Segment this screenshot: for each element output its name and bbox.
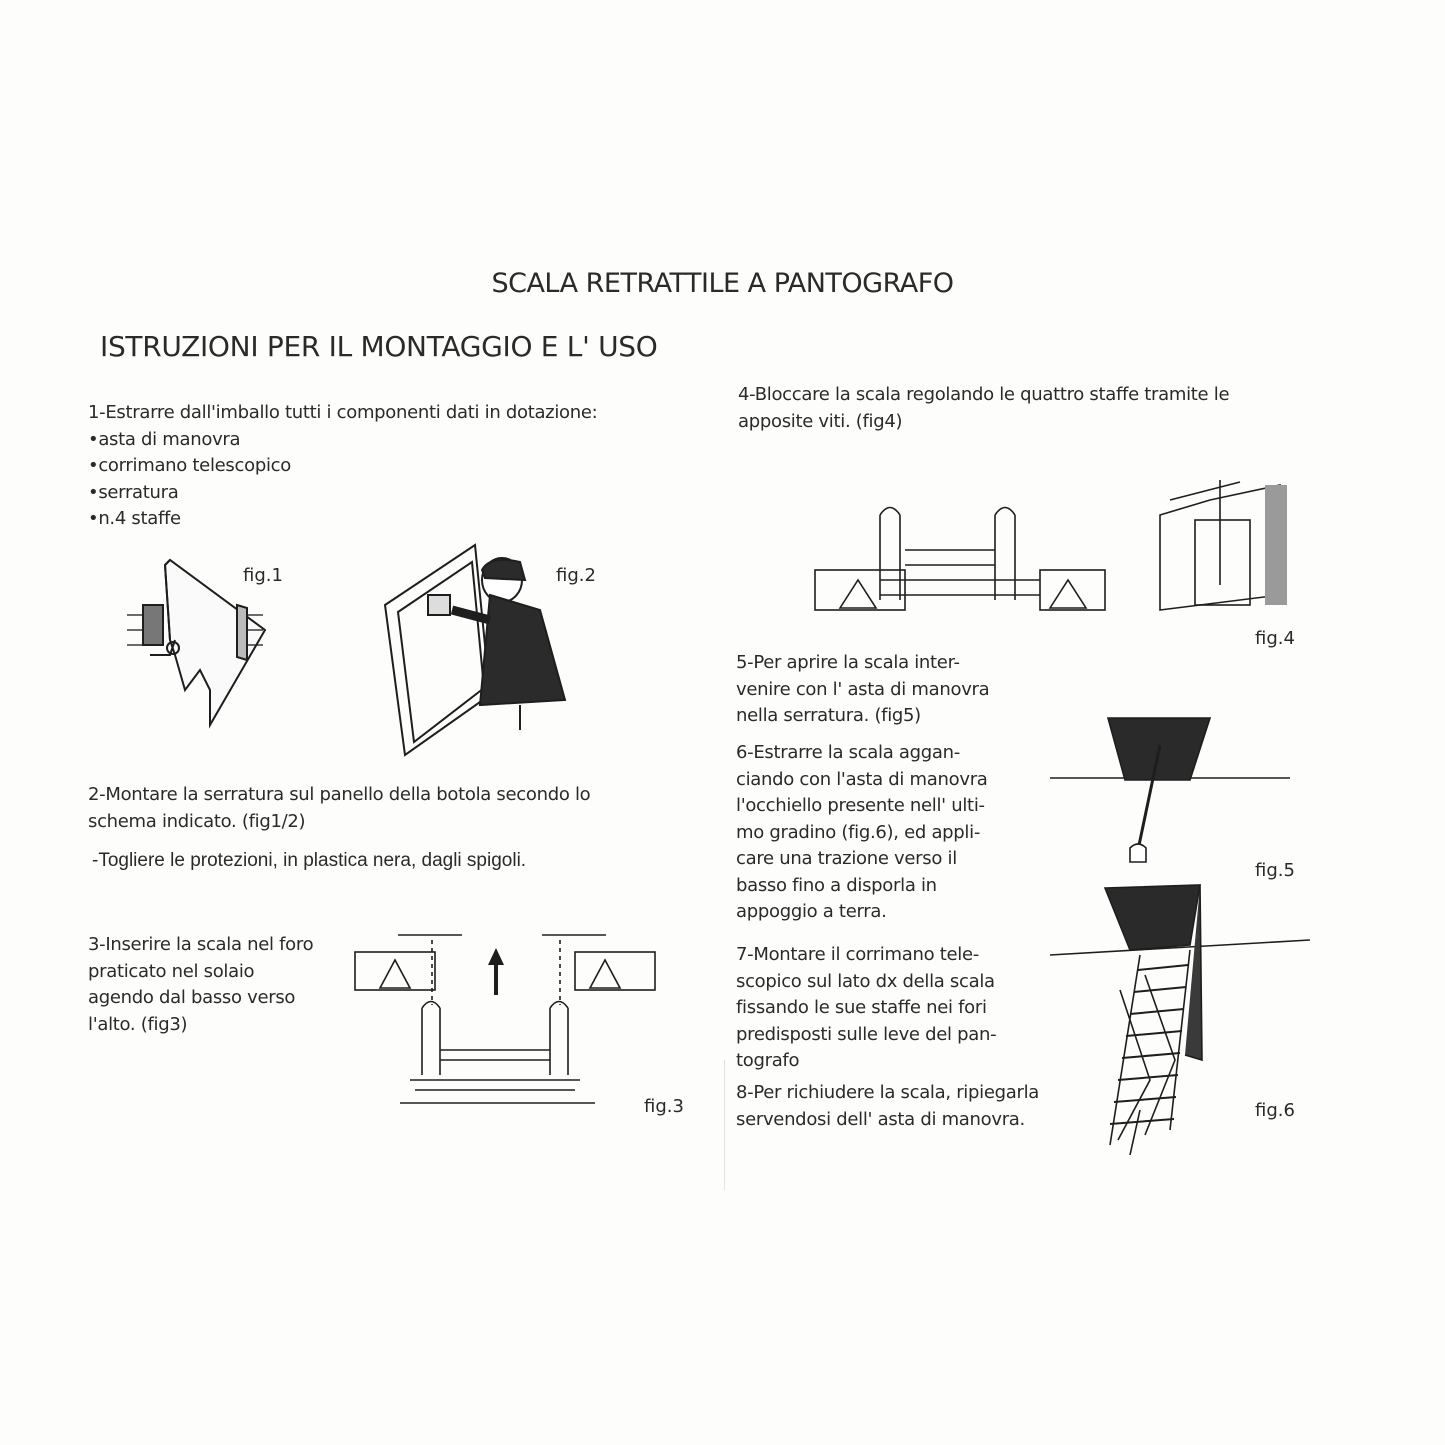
- fig2-worker-illustration: [380, 540, 570, 760]
- step7-line: scopico sul lato dx della scala: [736, 970, 995, 992]
- step5-block: [736, 650, 989, 730]
- step5-line: venire con l' asta di manovra: [736, 678, 990, 700]
- step1-item: •corrimano telescopico: [88, 455, 291, 476]
- step4-block: [738, 382, 1229, 435]
- step1-item: •n.4 staffe: [88, 508, 181, 529]
- step2-line: schema indicato. (fig1/2): [88, 810, 306, 832]
- step8-line: 8-Per richiudere la scala, ripiegarla: [736, 1082, 1039, 1103]
- fig5-opening-illustration: [1050, 710, 1300, 870]
- step6-line: 6-Estrarre la scala aggan-: [736, 742, 960, 763]
- step3-line: praticato nel solaio: [88, 960, 255, 982]
- step7-block: [736, 942, 996, 1075]
- step4-line: 4-Bloccare la scala regolando le quattro staffe tramite le: [738, 384, 1230, 405]
- step6-line: care una trazione verso il: [736, 848, 957, 869]
- fig4-brackets-illustration: [810, 470, 1290, 620]
- step1-intro: 1-Estrarre dall'imballo tutti i componenti dati in dotazione:: [88, 402, 598, 423]
- fig1-lock-illustration: [115, 560, 285, 735]
- step1-block: [88, 400, 597, 533]
- step8-line: servendosi dell' asta di manovra.: [736, 1108, 1025, 1130]
- product-title: SCALA RETRATTILE A PANTOGRAFO: [491, 268, 954, 299]
- fig4-label: fig.4: [1255, 628, 1295, 649]
- step2-note: -Togliere le protezioni, in plastica nera, dagli spigoli.: [92, 850, 527, 871]
- step5-line: 5-Per aprire la scala inter-: [736, 652, 960, 673]
- step5-line: nella serratura. (fig5): [736, 705, 921, 726]
- step7-line: 7-Montare il corrimano tele-: [736, 944, 979, 965]
- step3-line: l'alto. (fig3): [88, 1013, 188, 1035]
- step2-block: [88, 782, 590, 835]
- step2-line: 2-Montare la serratura sul panello della botola secondo lo: [88, 784, 591, 805]
- step8-block: [736, 1080, 1039, 1133]
- fig3-label: fig.3: [644, 1096, 684, 1117]
- step6-line: l'occhiello presente nell' ulti-: [736, 795, 985, 816]
- fig2-label: fig.2: [556, 565, 596, 586]
- step4-line: apposite viti. (fig4): [738, 410, 903, 432]
- fig6-label: fig.6: [1255, 1100, 1295, 1121]
- step3-block: [88, 932, 313, 1038]
- step6-line: ciando con l'asta di manovra: [736, 768, 988, 790]
- step7-line: tografo: [736, 1050, 800, 1071]
- step1-item: •asta di manovra: [88, 428, 241, 450]
- step3-line: 3-Inserire la scala nel foro: [88, 934, 314, 955]
- step6-line: appoggio a terra.: [736, 901, 887, 922]
- step3-line: agendo dal basso verso: [88, 987, 296, 1008]
- step6-block: [736, 740, 988, 926]
- column-divider: [724, 1060, 725, 1190]
- fig3-installation-illustration: [350, 910, 670, 1110]
- step6-line: mo gradino (fig.6), ed appli-: [736, 821, 981, 843]
- fig5-label: fig.5: [1255, 860, 1295, 881]
- fig1-label: fig.1: [243, 565, 283, 586]
- step7-line: predisposti sulle leve del pan-: [736, 1023, 997, 1045]
- step6-line: basso fino a disporla in: [736, 874, 937, 896]
- page-title: ISTRUZIONI PER IL MONTAGGIO E L' USO: [100, 330, 658, 363]
- step1-item: •serratura: [88, 481, 179, 503]
- step7-line: fissando le sue staffe nei fori: [736, 997, 987, 1018]
